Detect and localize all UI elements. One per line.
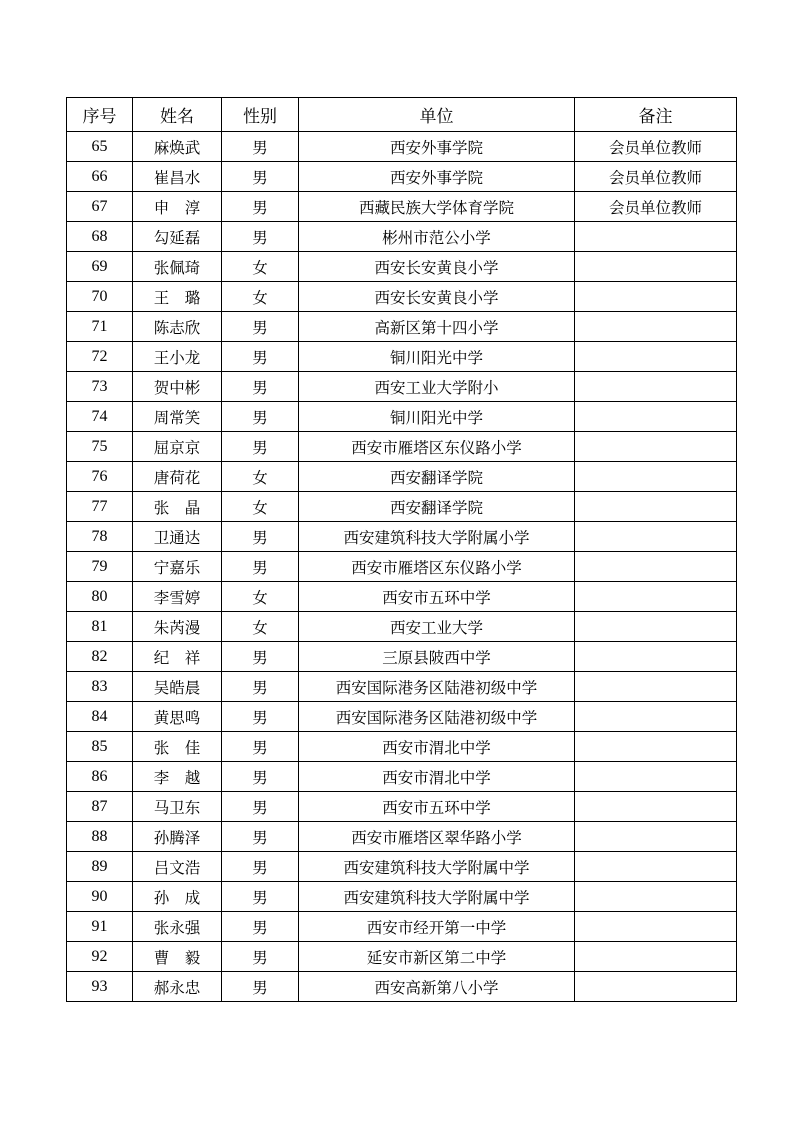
cell-note bbox=[575, 672, 737, 702]
cell-unit: 西安国际港务区陆港初级中学 bbox=[299, 672, 575, 702]
table-row bbox=[67, 342, 737, 372]
header-note: 备注 bbox=[575, 98, 737, 132]
cell-unit: 西安建筑科技大学附属小学 bbox=[299, 522, 575, 552]
table-row bbox=[67, 522, 737, 552]
cell-name: 朱芮漫 bbox=[133, 612, 222, 642]
cell-num: 85 bbox=[67, 732, 133, 762]
cell-unit: 西藏民族大学体育学院 bbox=[299, 192, 575, 222]
cell-name: 黄思鸣 bbox=[133, 702, 222, 732]
cell-name: 宁嘉乐 bbox=[133, 552, 222, 582]
cell-note bbox=[575, 792, 737, 822]
cell-unit: 三原县陂西中学 bbox=[299, 642, 575, 672]
cell-num: 76 bbox=[67, 462, 133, 492]
cell-note bbox=[575, 432, 737, 462]
cell-note bbox=[575, 912, 737, 942]
cell-unit: 西安建筑科技大学附属中学 bbox=[299, 852, 575, 882]
cell-name: 唐荷花 bbox=[133, 462, 222, 492]
table-row bbox=[67, 402, 737, 432]
cell-note bbox=[575, 372, 737, 402]
cell-unit: 西安市经开第一中学 bbox=[299, 912, 575, 942]
cell-name: 李雪婷 bbox=[133, 582, 222, 612]
table-row bbox=[67, 132, 737, 162]
table-row bbox=[67, 372, 737, 402]
cell-num: 87 bbox=[67, 792, 133, 822]
cell-gender: 男 bbox=[222, 132, 299, 162]
cell-num: 82 bbox=[67, 642, 133, 672]
header-row bbox=[67, 98, 737, 132]
cell-unit: 西安市五环中学 bbox=[299, 582, 575, 612]
cell-note bbox=[575, 582, 737, 612]
cell-gender: 男 bbox=[222, 312, 299, 342]
table-row bbox=[67, 432, 737, 462]
cell-num: 75 bbox=[67, 432, 133, 462]
cell-num: 92 bbox=[67, 942, 133, 972]
cell-num: 73 bbox=[67, 372, 133, 402]
cell-unit: 彬州市范公小学 bbox=[299, 222, 575, 252]
cell-unit: 西安长安黄良小学 bbox=[299, 282, 575, 312]
cell-note bbox=[575, 882, 737, 912]
cell-num: 74 bbox=[67, 402, 133, 432]
cell-name: 贺中彬 bbox=[133, 372, 222, 402]
table-row bbox=[67, 672, 737, 702]
table-row bbox=[67, 192, 737, 222]
cell-name: 郝永忠 bbox=[133, 972, 222, 1002]
cell-name: 曹 毅 bbox=[133, 942, 222, 972]
cell-num: 69 bbox=[67, 252, 133, 282]
cell-num: 79 bbox=[67, 552, 133, 582]
cell-note bbox=[575, 492, 737, 522]
cell-unit: 西安工业大学 bbox=[299, 612, 575, 642]
cell-note bbox=[575, 222, 737, 252]
cell-unit: 西安市雁塔区东仪路小学 bbox=[299, 432, 575, 462]
cell-num: 67 bbox=[67, 192, 133, 222]
cell-note bbox=[575, 762, 737, 792]
cell-gender: 男 bbox=[222, 372, 299, 402]
table-row bbox=[67, 732, 737, 762]
cell-unit: 铜川阳光中学 bbox=[299, 342, 575, 372]
cell-note bbox=[575, 702, 737, 732]
cell-unit: 西安市渭北中学 bbox=[299, 732, 575, 762]
cell-gender: 男 bbox=[222, 792, 299, 822]
table-row bbox=[67, 162, 737, 192]
cell-num: 83 bbox=[67, 672, 133, 702]
cell-gender: 女 bbox=[222, 462, 299, 492]
cell-gender: 男 bbox=[222, 222, 299, 252]
cell-name: 孙腾泽 bbox=[133, 822, 222, 852]
cell-note: 会员单位教师 bbox=[575, 192, 737, 222]
table-row bbox=[67, 912, 737, 942]
table-row bbox=[67, 642, 737, 672]
cell-num: 65 bbox=[67, 132, 133, 162]
cell-unit: 西安高新第八小学 bbox=[299, 972, 575, 1002]
cell-name: 纪 祥 bbox=[133, 642, 222, 672]
cell-note bbox=[575, 942, 737, 972]
cell-gender: 男 bbox=[222, 732, 299, 762]
cell-name: 吕文浩 bbox=[133, 852, 222, 882]
cell-note: 会员单位教师 bbox=[575, 132, 737, 162]
cell-gender: 男 bbox=[222, 852, 299, 882]
cell-gender: 男 bbox=[222, 402, 299, 432]
cell-note bbox=[575, 252, 737, 282]
cell-unit: 西安建筑科技大学附属中学 bbox=[299, 882, 575, 912]
cell-gender: 女 bbox=[222, 252, 299, 282]
header-unit: 单位 bbox=[299, 98, 575, 132]
cell-num: 68 bbox=[67, 222, 133, 252]
cell-num: 71 bbox=[67, 312, 133, 342]
table-row bbox=[67, 612, 737, 642]
cell-unit: 西安长安黄良小学 bbox=[299, 252, 575, 282]
cell-name: 张 佳 bbox=[133, 732, 222, 762]
table-row bbox=[67, 702, 737, 732]
cell-gender: 男 bbox=[222, 162, 299, 192]
cell-note bbox=[575, 462, 737, 492]
cell-num: 77 bbox=[67, 492, 133, 522]
cell-gender: 男 bbox=[222, 192, 299, 222]
table-row bbox=[67, 222, 737, 252]
table-row bbox=[67, 882, 737, 912]
cell-num: 88 bbox=[67, 822, 133, 852]
cell-name: 孙 成 bbox=[133, 882, 222, 912]
header-num: 序号 bbox=[67, 98, 133, 132]
cell-num: 84 bbox=[67, 702, 133, 732]
table-row bbox=[67, 252, 737, 282]
table-row bbox=[67, 492, 737, 522]
cell-unit: 铜川阳光中学 bbox=[299, 402, 575, 432]
cell-gender: 男 bbox=[222, 822, 299, 852]
cell-note bbox=[575, 282, 737, 312]
cell-num: 66 bbox=[67, 162, 133, 192]
cell-name: 张佩琦 bbox=[133, 252, 222, 282]
cell-note bbox=[575, 552, 737, 582]
cell-note bbox=[575, 402, 737, 432]
table-body bbox=[67, 132, 737, 1002]
cell-num: 80 bbox=[67, 582, 133, 612]
cell-note bbox=[575, 732, 737, 762]
cell-name: 王小龙 bbox=[133, 342, 222, 372]
cell-num: 91 bbox=[67, 912, 133, 942]
cell-name: 勾延磊 bbox=[133, 222, 222, 252]
cell-name: 麻焕武 bbox=[133, 132, 222, 162]
cell-gender: 女 bbox=[222, 282, 299, 312]
table-row bbox=[67, 822, 737, 852]
table-row bbox=[67, 972, 737, 1002]
cell-gender: 男 bbox=[222, 432, 299, 462]
cell-gender: 男 bbox=[222, 642, 299, 672]
cell-name: 申 淳 bbox=[133, 192, 222, 222]
cell-name: 张永强 bbox=[133, 912, 222, 942]
cell-unit: 西安翻译学院 bbox=[299, 492, 575, 522]
cell-gender: 男 bbox=[222, 522, 299, 552]
cell-num: 78 bbox=[67, 522, 133, 552]
cell-gender: 女 bbox=[222, 582, 299, 612]
cell-gender: 女 bbox=[222, 492, 299, 522]
cell-name: 周常笑 bbox=[133, 402, 222, 432]
cell-unit: 西安外事学院 bbox=[299, 132, 575, 162]
cell-gender: 男 bbox=[222, 762, 299, 792]
cell-note bbox=[575, 852, 737, 882]
cell-gender: 男 bbox=[222, 882, 299, 912]
cell-num: 72 bbox=[67, 342, 133, 372]
cell-note bbox=[575, 522, 737, 552]
cell-note bbox=[575, 342, 737, 372]
cell-unit: 西安国际港务区陆港初级中学 bbox=[299, 702, 575, 732]
cell-gender: 女 bbox=[222, 612, 299, 642]
cell-note bbox=[575, 642, 737, 672]
cell-gender: 男 bbox=[222, 972, 299, 1002]
cell-unit: 延安市新区第二中学 bbox=[299, 942, 575, 972]
table-row bbox=[67, 852, 737, 882]
table-header bbox=[67, 98, 737, 132]
cell-name: 张 晶 bbox=[133, 492, 222, 522]
cell-num: 89 bbox=[67, 852, 133, 882]
cell-gender: 男 bbox=[222, 342, 299, 372]
cell-note bbox=[575, 612, 737, 642]
cell-unit: 西安工业大学附小 bbox=[299, 372, 575, 402]
table-row bbox=[67, 792, 737, 822]
cell-num: 70 bbox=[67, 282, 133, 312]
cell-num: 81 bbox=[67, 612, 133, 642]
cell-note bbox=[575, 312, 737, 342]
cell-num: 93 bbox=[67, 972, 133, 1002]
header-gender: 性别 bbox=[222, 98, 299, 132]
cell-unit: 西安市渭北中学 bbox=[299, 762, 575, 792]
cell-gender: 男 bbox=[222, 942, 299, 972]
cell-unit: 西安市雁塔区翠华路小学 bbox=[299, 822, 575, 852]
cell-num: 90 bbox=[67, 882, 133, 912]
table-row bbox=[67, 312, 737, 342]
cell-name: 李 越 bbox=[133, 762, 222, 792]
cell-name: 马卫东 bbox=[133, 792, 222, 822]
cell-unit: 西安翻译学院 bbox=[299, 462, 575, 492]
cell-note bbox=[575, 822, 737, 852]
cell-unit: 西安外事学院 bbox=[299, 162, 575, 192]
cell-gender: 男 bbox=[222, 672, 299, 702]
cell-unit: 西安市雁塔区东仪路小学 bbox=[299, 552, 575, 582]
roster-table bbox=[66, 97, 737, 1002]
cell-unit: 西安市五环中学 bbox=[299, 792, 575, 822]
table-row bbox=[67, 462, 737, 492]
cell-gender: 男 bbox=[222, 912, 299, 942]
cell-name: 吴皓晨 bbox=[133, 672, 222, 702]
table-row bbox=[67, 282, 737, 312]
cell-name: 王 璐 bbox=[133, 282, 222, 312]
cell-name: 卫通达 bbox=[133, 522, 222, 552]
cell-num: 86 bbox=[67, 762, 133, 792]
table-row bbox=[67, 762, 737, 792]
cell-unit: 高新区第十四小学 bbox=[299, 312, 575, 342]
cell-name: 陈志欣 bbox=[133, 312, 222, 342]
cell-name: 屈京京 bbox=[133, 432, 222, 462]
cell-note bbox=[575, 972, 737, 1002]
table-row bbox=[67, 552, 737, 582]
table-row bbox=[67, 942, 737, 972]
table-row bbox=[67, 582, 737, 612]
cell-gender: 男 bbox=[222, 702, 299, 732]
cell-note: 会员单位教师 bbox=[575, 162, 737, 192]
header-name: 姓名 bbox=[133, 98, 222, 132]
cell-gender: 男 bbox=[222, 552, 299, 582]
cell-name: 崔昌水 bbox=[133, 162, 222, 192]
